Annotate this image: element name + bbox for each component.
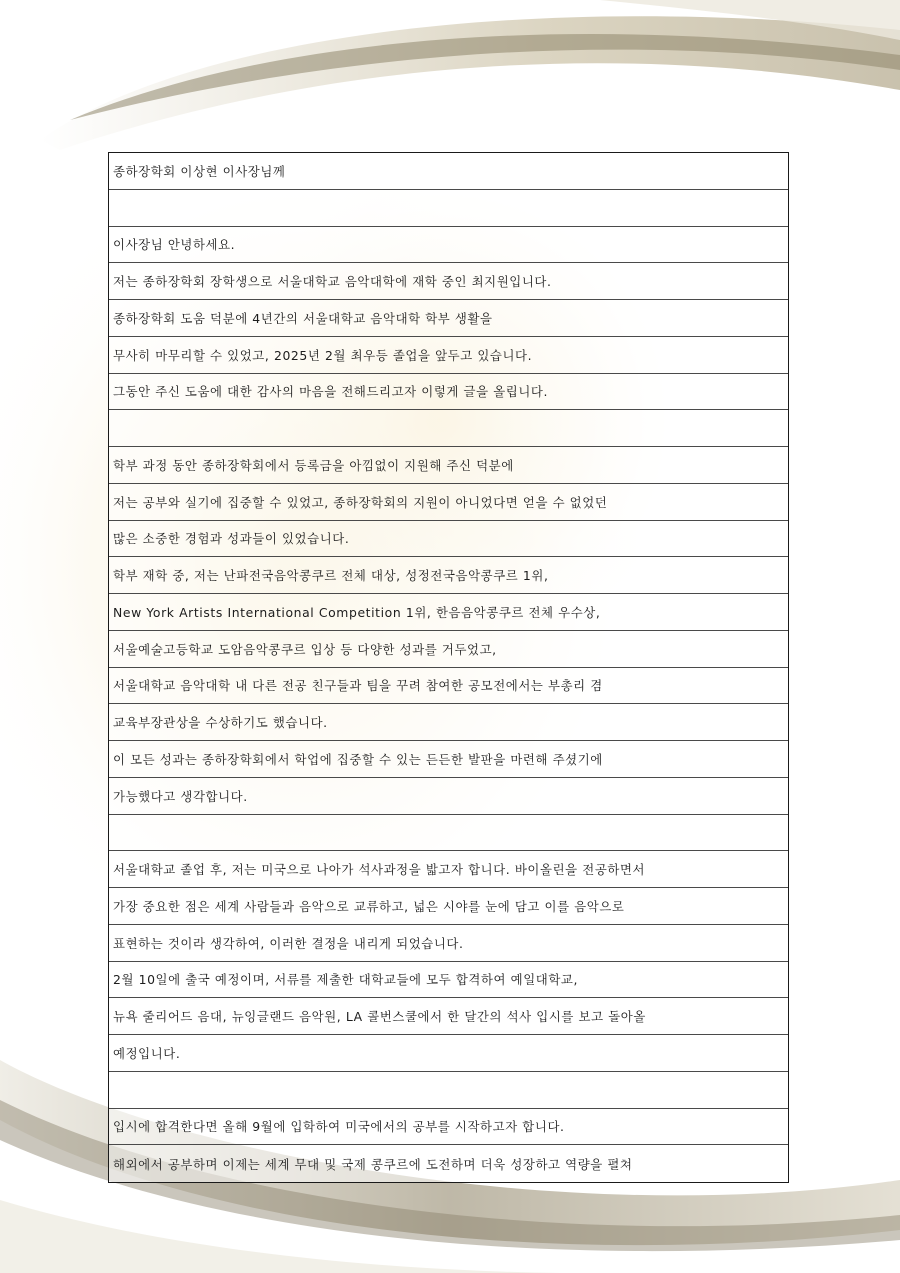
letter-line: 서울대학교 졸업 후, 저는 미국으로 나아가 석사과정을 밟고자 합니다. 바이올린을 전공하면서 [109, 851, 788, 888]
letter-line [109, 815, 788, 852]
letter-line: 2월 10일에 출국 예정이며, 서류를 제출한 대학교들에 모두 합격하여 예일대학교, [109, 962, 788, 999]
letter-line: 서울예술고등학교 도암음악콩쿠르 입상 등 다양한 성과를 거두었고, [109, 631, 788, 668]
letter-line: 예정입니다. [109, 1035, 788, 1072]
letter-line: 가장 중요한 점은 세계 사람들과 음악으로 교류하고, 넓은 시야를 눈에 담고 이를 음악으로 [109, 888, 788, 925]
letter-line: 해외에서 공부하며 이제는 세계 무대 및 국제 콩쿠르에 도전하며 더욱 성장하고 역량을 펼쳐 [113, 1156, 633, 1172]
letter-line: New York Artists International Competition 1위, 한음음악콩쿠르 전체 우수상, [109, 594, 788, 631]
letter-line: 표현하는 것이라 생각하여, 이러한 결정을 내리게 되었습니다. [109, 925, 788, 962]
letter-line: 가능했다고 생각합니다. [109, 778, 788, 815]
letter-line: 학부 과정 동안 종하장학회에서 등록금을 아낌없이 지원해 주신 덕분에 [109, 447, 788, 484]
letter-line: 저는 종하장학회 장학생으로 서울대학교 음악대학에 재학 중인 최지원입니다. [109, 263, 788, 300]
letter-line: 교육부장관상을 수상하기도 했습니다. [109, 704, 788, 741]
letter-line: 서울대학교 음악대학 내 다른 전공 친구들과 팀을 꾸려 참여한 공모전에서는 부총리 겸 [109, 668, 788, 705]
letter-line [109, 410, 788, 447]
letter-line: 그동안 주신 도움에 대한 감사의 마음을 전해드리고자 이렇게 글을 올립니다. [109, 374, 788, 411]
letter-line: 이사장님 안녕하세요. [109, 227, 788, 264]
letter-line: 종하장학회 도움 덕분에 4년간의 서울대학교 음악대학 학부 생활을 [109, 300, 788, 337]
letter-line: 뉴욕 줄리어드 음대, 뉴잉글랜드 음악원, LA 콜번스쿨에서 한 달간의 석사 입시를 보고 돌아올 [109, 998, 788, 1035]
letter-line: 많은 소중한 경험과 성과들이 있었습니다. [109, 521, 788, 558]
letter-line [109, 1072, 788, 1109]
letter-line: 이 모든 성과는 종하장학회에서 학업에 집중할 수 있는 든든한 발판을 마련해 주셨기에 [109, 741, 788, 778]
letter-line: 저는 공부와 실기에 집중할 수 있었고, 종하장학회의 지원이 아니었다면 얻을 수 없었던 [109, 484, 788, 521]
letter-line: 입시에 합격한다면 올해 9월에 입학하여 미국에서의 공부를 시작하고자 합니다. [109, 1109, 788, 1146]
letter-line: 종하장학회 이상현 이사장님께 [109, 153, 788, 190]
letter-line: 학부 재학 중, 저는 난파전국음악콩쿠르 전체 대상, 성정전국음악콩쿠르 1위, [109, 557, 788, 594]
letter-line [109, 190, 788, 227]
letter-line: 무사히 마무리할 수 있었고, 2025년 2월 최우등 졸업을 앞두고 있습니다. [109, 337, 788, 374]
letter-table [108, 152, 789, 1183]
